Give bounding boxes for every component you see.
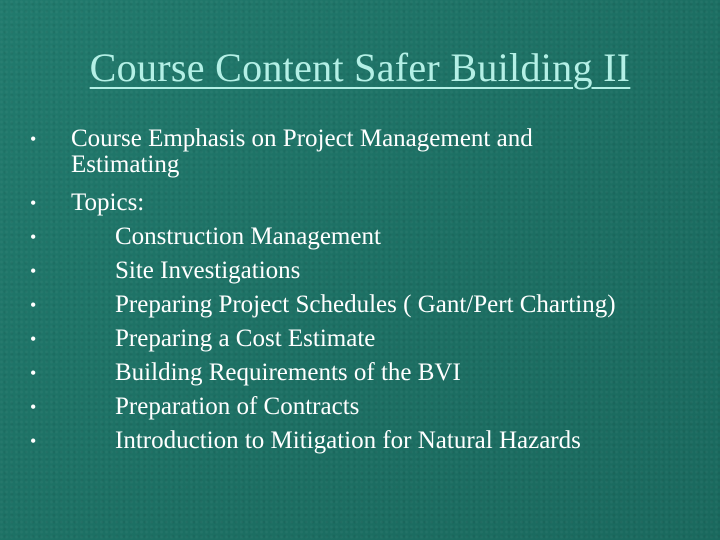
bullet-icon: • xyxy=(30,329,37,349)
topic-project-schedules: Preparing Project Schedules ( Gant/Pert Charting) xyxy=(115,291,616,318)
bullet-icon: • xyxy=(30,261,37,281)
topic-site-investigations: Site Investigations xyxy=(115,257,301,284)
bullet-icon: • xyxy=(30,193,37,213)
topic-building-requirements: Building Requirements of the BVI xyxy=(115,359,461,386)
bullet-text-topics: Topics: xyxy=(71,189,145,216)
topic-construction-management: Construction Management xyxy=(115,223,381,250)
bullet-icon: • xyxy=(30,227,37,247)
bullet-icon: • xyxy=(30,397,37,417)
topic-contracts: Preparation of Contracts xyxy=(115,393,360,420)
bullet-icon: • xyxy=(30,363,37,383)
bullet-icon: • xyxy=(30,295,37,315)
bullet-icon: • xyxy=(30,431,37,451)
topic-mitigation: Introduction to Mitigation for Natural Hazards xyxy=(115,427,581,454)
bullet-icon: • xyxy=(30,129,37,149)
bullet-text-course-emphasis: Course Emphasis on Project Management and Estimating xyxy=(71,125,533,178)
topic-cost-estimate: Preparing a Cost Estimate xyxy=(115,325,376,352)
slide-title: Course Content Safer Building II xyxy=(89,45,631,90)
